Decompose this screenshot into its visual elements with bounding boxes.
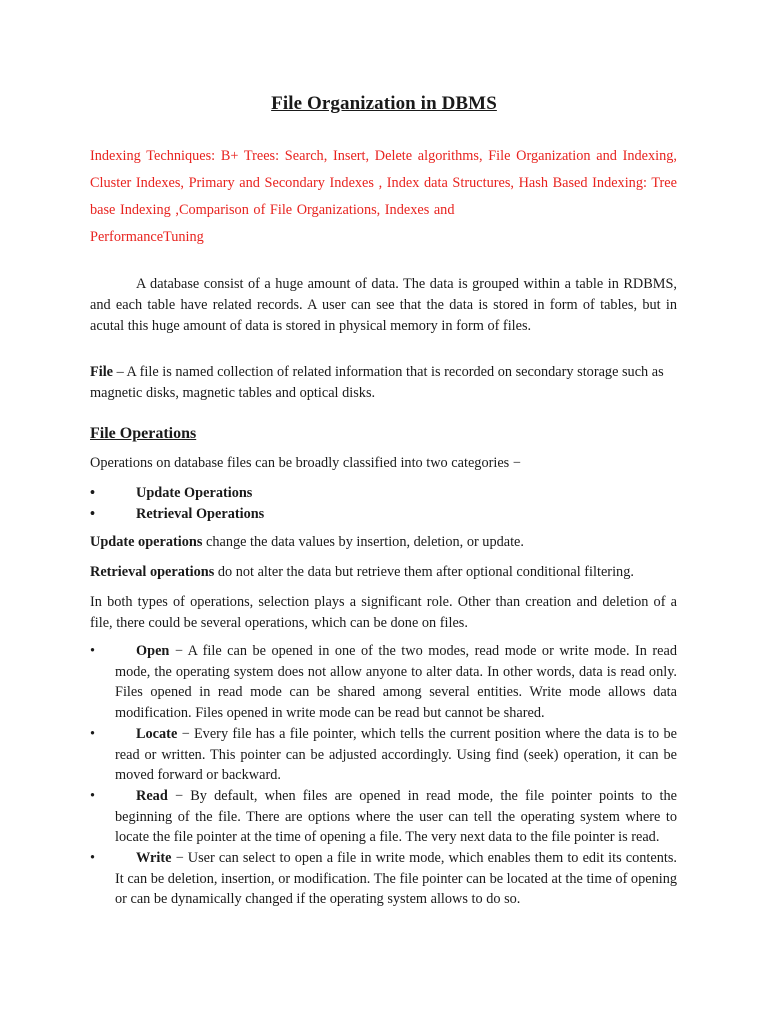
category-label: Retrieval Operations xyxy=(136,506,265,522)
update-operations-definition xyxy=(90,532,677,553)
list-item xyxy=(90,641,677,724)
file-term: File xyxy=(90,364,114,380)
bullet-icon: • xyxy=(90,725,96,742)
bullet-icon: • xyxy=(90,485,96,501)
operation-dash: − xyxy=(177,725,194,742)
retrieval-term: Retrieval operations xyxy=(90,564,215,580)
operation-categories-list xyxy=(90,483,677,525)
intro-topics xyxy=(90,143,677,251)
page-title: File Organization in DBMS xyxy=(271,93,497,114)
update-term: Update operations xyxy=(90,534,203,550)
list-item xyxy=(90,504,677,525)
operation-dash: − xyxy=(167,787,191,804)
list-item xyxy=(90,724,677,786)
intro-topics-text: Indexing Techniques: B+ Trees: Search, Insert, Delete algorithms, File Organization and Indexing, Cluster Indexes, Primary and Secondary Indexes , Index data Structures, Hash Based Indexing: Tree base Indexing ,Comparison of File Organizations, Indexes and xyxy=(90,148,677,218)
retrieval-definition-text: do not alter the data but retrieve them after optional conditional filtering. xyxy=(214,564,634,580)
paragraph-database: A database consist of a huge amount of data. The data is grouped within a table in RDBMS, and each table have related records. A user can see that the data is stored in form of tables, but in acutal this huge amount of data is stored in physical memory in form of files. xyxy=(90,276,677,334)
bullet-icon: • xyxy=(90,643,96,659)
bullet-icon: • xyxy=(90,850,96,867)
operation-dash: − xyxy=(171,850,188,867)
operation-name: Locate xyxy=(136,725,178,742)
file-definition xyxy=(90,362,677,404)
category-label: Update Operations xyxy=(136,485,253,501)
update-definition-text: change the data values by insertion, deletion, or update. xyxy=(202,534,524,550)
list-item xyxy=(90,848,677,910)
operation-name: Write xyxy=(136,850,172,867)
operation-text: A file can be opened in one of the two modes, read mode or write mode. In read mode, the operating system does not allow anyone to alter data. In other words, data is read only. Files opened in read mode can be shared among several entities. Write mode allows data modification. Files opened in write mode can be read but cannot be shared. xyxy=(115,643,677,722)
operation-text: Every file has a file pointer, which tells the current position where the data is to be read or written. This pointer can be adjusted accordingly. Using find (seek) operation, it can be moved forward or backward. xyxy=(115,725,677,784)
operation-text: User can select to open a file in write mode, which enables them to edit its contents. It can be deletion, insertion, or modification. The file pointer can be located at the time of opening or can be dynamically changed if the operating system allows to do so. xyxy=(115,850,677,908)
operation-name: Read xyxy=(136,787,168,804)
bullet-icon: • xyxy=(90,787,96,804)
operation-dash: − xyxy=(169,643,188,659)
list-item xyxy=(90,483,677,504)
operations-intro: Operations on database files can be broadly classified into two categories − xyxy=(90,455,521,471)
operation-text: By default, when files are opened in read mode, the file pointer points to the beginning of the file. There are options where the user can tell the operating system where to locate the file pointer at the time of opening a file. The very next data to the file pointer is read. xyxy=(115,787,677,846)
bullet-icon: • xyxy=(90,506,96,522)
intro-topics-last-line: PerformanceTuning xyxy=(90,229,204,245)
file-operations-list xyxy=(90,641,677,910)
file-operations-heading: File Operations xyxy=(90,425,197,442)
file-definition-text: – A file is named collection of related information that is recorded on secondary storage such as magnetic disks, magnetic tables and optical disks. xyxy=(90,364,664,401)
retrieval-operations-definition xyxy=(90,562,677,583)
list-item xyxy=(90,786,677,848)
operation-name: Open xyxy=(136,643,170,659)
both-types-paragraph: In both types of operations, selection plays a significant role. Other than creation and deletion of a file, there could be several operations, which can be done on files. xyxy=(90,594,677,631)
